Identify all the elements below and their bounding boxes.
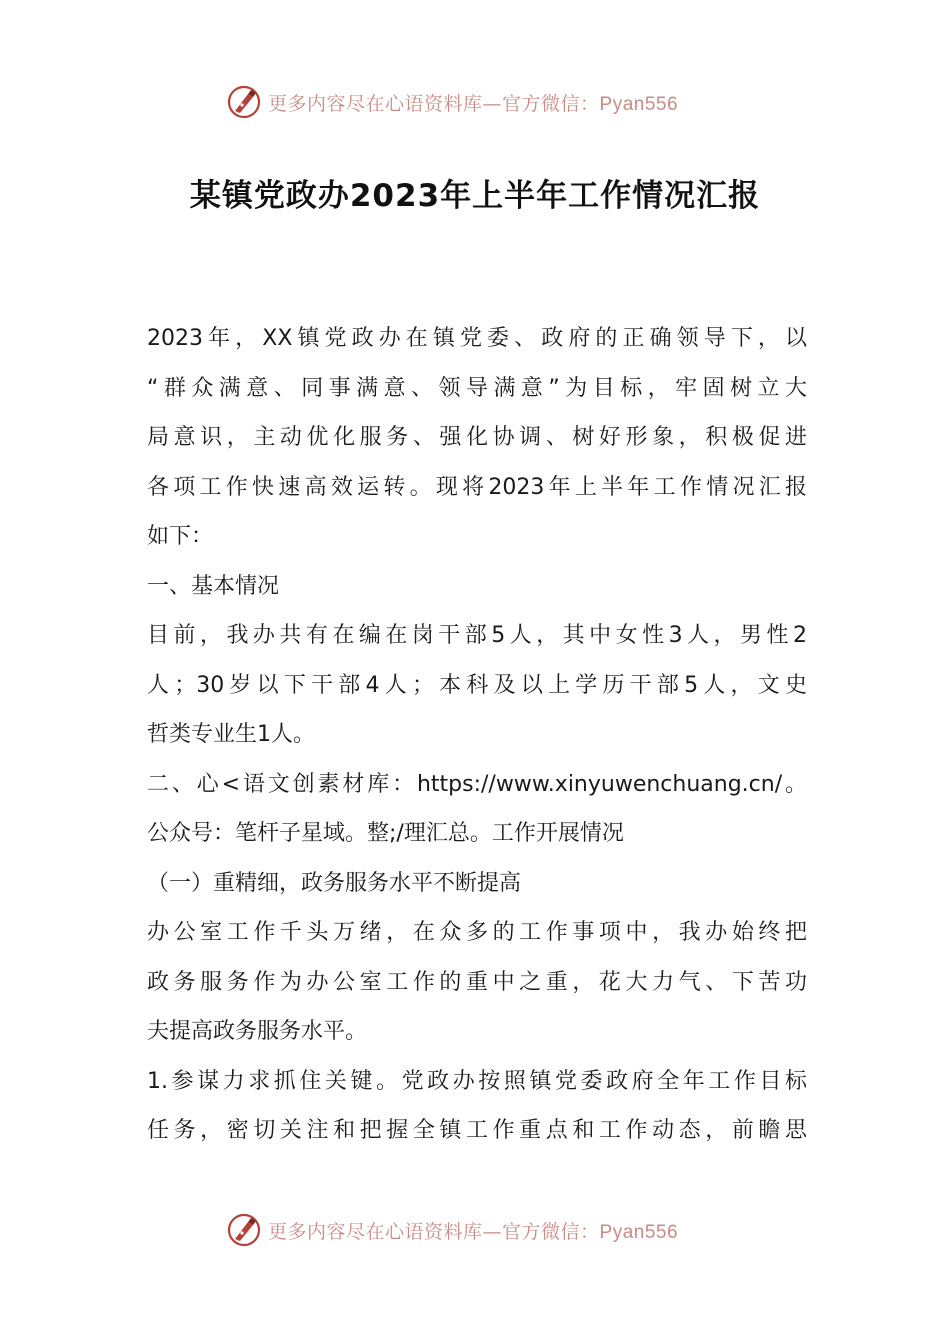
document-title: 某镇党政办2023年上半年工作情况汇报 bbox=[189, 178, 761, 214]
paragraph-line: 各项工作快速高效运转。现将2023年上半年工作情况汇报 bbox=[147, 474, 807, 500]
section-heading: 一、基本情况 bbox=[147, 573, 280, 599]
subsection-heading: （一）重精细，政务服务水平不断提高 bbox=[147, 870, 522, 896]
pen-nib-logo-icon bbox=[226, 84, 262, 120]
watermark-text: 更多内容尽在心语资料库—官方微信：Pyan556 bbox=[268, 1220, 679, 1243]
paragraph-line: 政务服务作为办公室工作的重中之重，花大力气、下苦功 bbox=[147, 969, 807, 995]
paragraph-line: 人；30岁以下干部4人；本科及以上学历干部5人，文史 bbox=[147, 672, 807, 698]
watermark-text: 更多内容尽在心语资料库—官方微信：Pyan556 bbox=[268, 92, 679, 115]
paragraph-line: 2023年，XX镇党政办在镇党委、政府的正确领导下，以 bbox=[147, 326, 807, 351]
paragraph-line: 局意识，主动优化服务、强化协调、树好形象，积极促进 bbox=[147, 425, 807, 450]
paragraph-line: 如下： bbox=[147, 524, 214, 549]
paragraph-line: 目前，我办共有在编在岗干部5人，其中女性3人，男性2 bbox=[147, 623, 807, 648]
watermark-header bbox=[226, 82, 678, 122]
document-body bbox=[147, 314, 807, 1156]
paragraph-line: 办公室工作千头万绪，在众多的工作事项中，我办始终把 bbox=[147, 920, 807, 945]
pen-nib-logo-icon bbox=[226, 1212, 262, 1248]
watermark-footer bbox=[226, 1210, 678, 1250]
paragraph-line: 任务，密切关注和把握全镇工作重点和工作动态，前瞻思 bbox=[147, 1118, 807, 1143]
paragraph-line: 公众号：笔杆子星域。整;/理汇总。工作开展情况 bbox=[147, 821, 624, 846]
paragraph-line: “群众满意、同事满意、领导满意”为目标，牢固树立大 bbox=[147, 375, 807, 401]
paragraph-line: 1.参谋力求抓住关键。党政办按照镇党委政府全年工作目标 bbox=[147, 1068, 807, 1094]
section-heading: 二、心<语文创素材库：https://www.xinyuwenchuang.cn/。 bbox=[147, 771, 807, 797]
paragraph-line: 夫提高政务服务水平。 bbox=[147, 1019, 368, 1044]
paragraph-line: 哲类专业生1人。 bbox=[147, 722, 315, 747]
